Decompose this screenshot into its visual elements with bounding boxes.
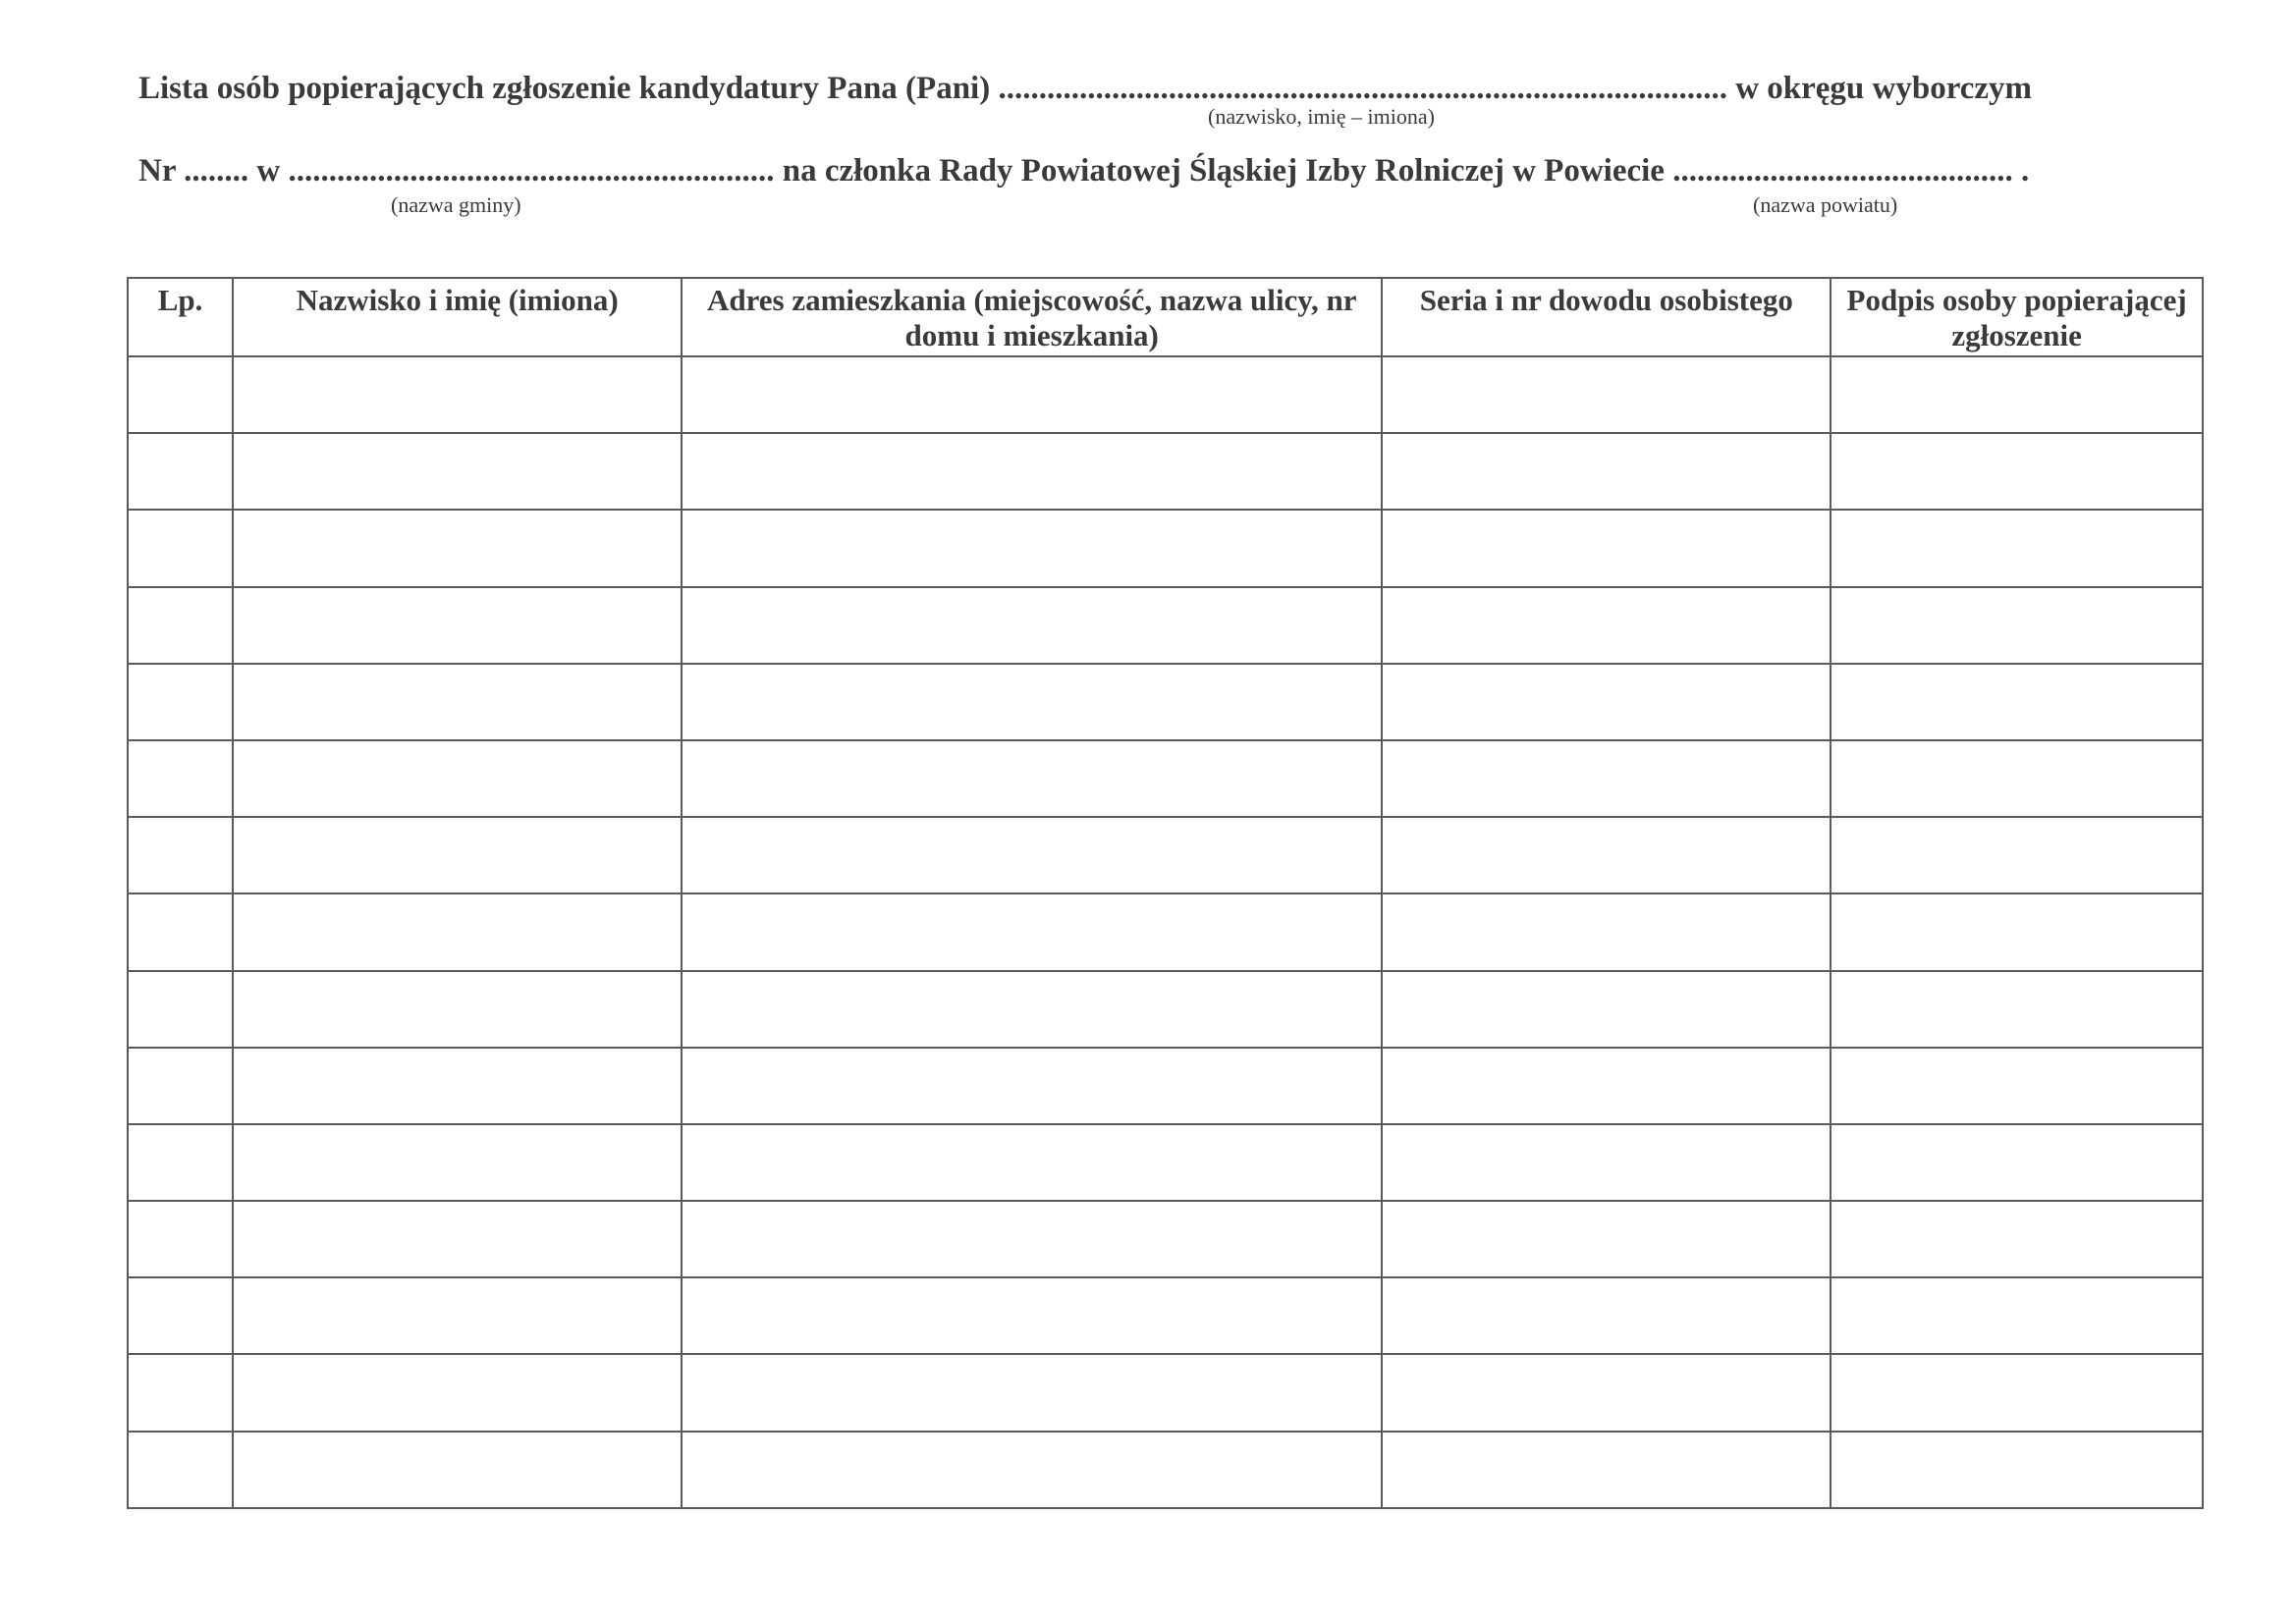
signature-cell[interactable] [1831,817,2203,893]
table-row [128,664,2203,740]
id-number-cell[interactable] [1382,664,1831,740]
column-header-name: Nazwisko i imię (imiona) [233,278,682,356]
name-cell[interactable] [233,1354,682,1431]
lp-cell[interactable] [128,433,233,510]
id-number-cell[interactable] [1382,587,1831,664]
id-number-cell[interactable] [1382,1201,1831,1277]
column-header-id-number: Seria i nr dowodu osobistego [1382,278,1831,356]
signature-cell[interactable] [1831,971,2203,1048]
signature-cell[interactable] [1831,587,2203,664]
signature-cell[interactable] [1831,510,2203,586]
address-cell[interactable] [682,356,1382,433]
signature-cell[interactable] [1831,893,2203,970]
table-row [128,1048,2203,1124]
id-number-cell[interactable] [1382,510,1831,586]
lp-cell[interactable] [128,1432,233,1508]
id-number-cell[interactable] [1382,740,1831,817]
signature-cell[interactable] [1831,664,2203,740]
address-cell[interactable] [682,1201,1382,1277]
signature-cell[interactable] [1831,1432,2203,1508]
county-caption: (nazwa powiatu) [1753,192,1898,217]
address-cell[interactable] [682,510,1382,586]
table-row [128,433,2203,510]
address-cell[interactable] [682,971,1382,1048]
name-cell[interactable] [233,1048,682,1124]
address-cell[interactable] [682,1432,1382,1508]
signature-cell[interactable] [1831,1048,2203,1124]
form-title-line: Lista osób popierających zgłoszenie kandydatury Pana (Pani) .......................................................................................... w okręgu wyborczym [138,71,2033,106]
lp-cell[interactable] [128,587,233,664]
name-cell[interactable] [233,356,682,433]
id-number-cell[interactable] [1382,1432,1831,1508]
id-number-cell[interactable] [1382,1277,1831,1354]
lp-cell[interactable] [128,664,233,740]
table-row [128,1277,2203,1354]
address-cell[interactable] [682,817,1382,893]
lp-cell[interactable] [128,817,233,893]
name-cell[interactable] [233,1432,682,1508]
commune-caption: (nazwa gminy) [391,192,521,217]
lp-cell[interactable] [128,893,233,970]
name-cell[interactable] [233,587,682,664]
name-cell[interactable] [233,1277,682,1354]
address-cell[interactable] [682,893,1382,970]
name-cell[interactable] [233,433,682,510]
address-cell[interactable] [682,1277,1382,1354]
id-number-cell[interactable] [1382,817,1831,893]
table-row [128,1124,2203,1201]
address-cell[interactable] [682,740,1382,817]
id-number-cell[interactable] [1382,971,1831,1048]
table-row [128,1201,2203,1277]
lp-cell[interactable] [128,356,233,433]
signature-cell[interactable] [1831,1277,2203,1354]
name-cell[interactable] [233,740,682,817]
lp-cell[interactable] [128,1048,233,1124]
table-row [128,817,2203,893]
column-header-lp: Lp. [128,278,233,356]
name-cell[interactable] [233,971,682,1048]
lp-cell[interactable] [128,1201,233,1277]
id-number-cell[interactable] [1382,356,1831,433]
lp-cell[interactable] [128,740,233,817]
lp-cell[interactable] [128,1124,233,1201]
table-row [128,740,2203,817]
signature-cell[interactable] [1831,1124,2203,1201]
id-number-cell[interactable] [1382,1124,1831,1201]
signature-cell[interactable] [1831,433,2203,510]
signature-cell[interactable] [1831,740,2203,817]
table-row [128,893,2203,970]
address-cell[interactable] [682,1048,1382,1124]
lp-cell[interactable] [128,971,233,1048]
lp-cell[interactable] [128,1354,233,1431]
name-cell[interactable] [233,664,682,740]
candidate-name-caption: (nazwisko, imię – imiona) [1208,104,1435,129]
table-row [128,510,2203,586]
address-cell[interactable] [682,664,1382,740]
id-number-cell[interactable] [1382,893,1831,970]
address-cell[interactable] [682,433,1382,510]
table-header-row [128,278,2203,356]
name-cell[interactable] [233,893,682,970]
table-row [128,587,2203,664]
id-number-cell[interactable] [1382,1048,1831,1124]
table-row [128,971,2203,1048]
table-row [128,1354,2203,1431]
column-header-address: Adres zamieszkania (miejscowość, nazwa ulicy, nr domu i mieszkania) [682,278,1382,356]
table-row [128,1432,2203,1508]
name-cell[interactable] [233,817,682,893]
name-cell[interactable] [233,1201,682,1277]
table-body [128,356,2203,1508]
name-cell[interactable] [233,1124,682,1201]
signature-cell[interactable] [1831,1201,2203,1277]
signature-cell[interactable] [1831,356,2203,433]
lp-cell[interactable] [128,510,233,586]
signature-cell[interactable] [1831,1354,2203,1431]
id-number-cell[interactable] [1382,1354,1831,1431]
name-cell[interactable] [233,510,682,586]
district-line: Nr ........ w ............................................................ na członka Rady Powiatowej Śląskiej Izby Rolniczej w Powiecie .......................................... . [138,153,2030,189]
supporters-table [127,277,2204,1509]
address-cell[interactable] [682,1124,1382,1201]
address-cell[interactable] [682,587,1382,664]
address-cell[interactable] [682,1354,1382,1431]
lp-cell[interactable] [128,1277,233,1354]
column-header-signature: Podpis osoby popierającej zgłoszenie [1831,278,2203,356]
table-row [128,356,2203,433]
id-number-cell[interactable] [1382,433,1831,510]
